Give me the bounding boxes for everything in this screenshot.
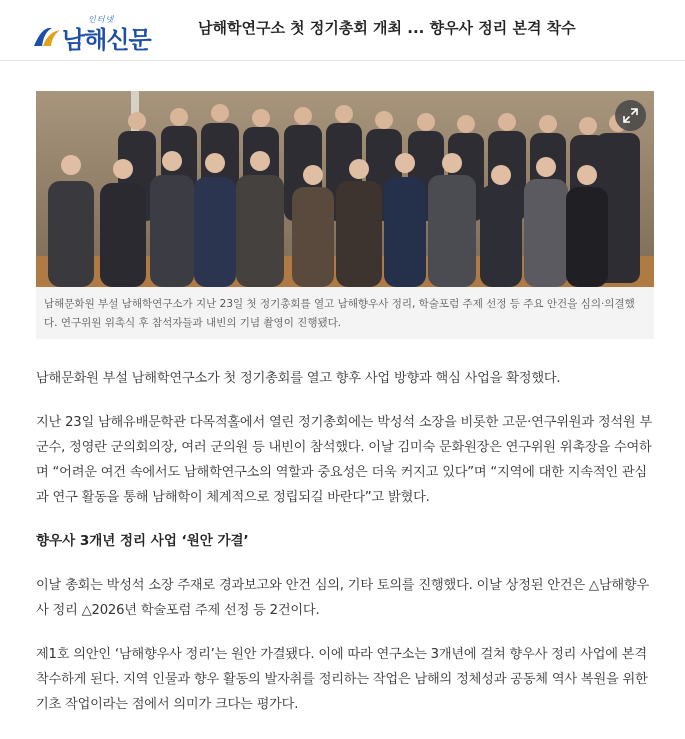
expand-icon (623, 108, 638, 123)
article-body (36, 366, 654, 736)
article-paragraph-3: 이날 총회는 박성석 소장 주재로 경과보고와 안건 심의, 기타 토의를 진행했다. 이날 상정된 안건은 △남해향우사 정리 △2026년 학술포럼 주제 선정 등 2건이다. (36, 578, 649, 618)
photo-caption-box (36, 287, 654, 339)
logo-small-text: 인터넷 (88, 15, 115, 24)
site-header (0, 0, 685, 61)
group-photo-image (36, 91, 654, 287)
photo-expand-button[interactable] (615, 100, 646, 131)
logo-main-text: 남해신문 (62, 26, 151, 54)
page-headline: 남해학연구소 첫 정기총회 개최 ... 향우사 정리 본격 착수 (198, 19, 576, 37)
article-paragraph-4: 제1호 의안인 ‘남해향우사 정리’는 원안 가결됐다. 이에 따라 연구소는 3개년에 걸쳐 향우사 정리 사업에 본격 착수하게 된다. 지역 인물과 향우 활동의 발자취를 정리하는 작업은 남해의 정체성과 공동체 역사 복원을 위한 기초 작업이라는 점에서 의미가 크다는 평가다. (36, 647, 648, 712)
article-subheading: 향우사 3개년 정리 사업 ‘원안 가결’ (36, 533, 249, 549)
article-paragraph-2: 지난 23일 남해유배문학관 다목적홀에서 열린 정기총회에는 박성석 소장을 비롯한 고문·연구위원과 정석원 부군수, 정영란 군의회의장, 여러 군의원 등 내빈이 참석했다. 이날 김미숙 문화원장은 연구위원 위촉장을 수여하며 “어려운 여건 속에서도 남해학연구소의 역할과 중요성은 더욱 커지고 있다”며 “지역에 대한 지속적인 관심과 연구 활동을 통해 남해학이 체계적으로 정립되길 바란다”고 밝혔다. (36, 415, 653, 505)
article-paragraph-1: 남해문화원 부설 남해학연구소가 첫 정기총회를 열고 향후 사업 방향과 핵심 사업을 확정했다. (36, 371, 561, 386)
article-photo[interactable] (36, 91, 654, 287)
logo-mark-icon (34, 24, 62, 46)
photo-caption: 남해문화원 부설 남해학연구소가 지난 23일 첫 정기총회를 열고 남해향우사 정리, 학술포럼 주제 선정 등 주요 안건을 심의·의결했다. 연구위원 위촉식 후 참석자들과 내빈의 기념 촬영이 진행됐다. (44, 298, 635, 329)
site-logo[interactable] (34, 14, 164, 54)
